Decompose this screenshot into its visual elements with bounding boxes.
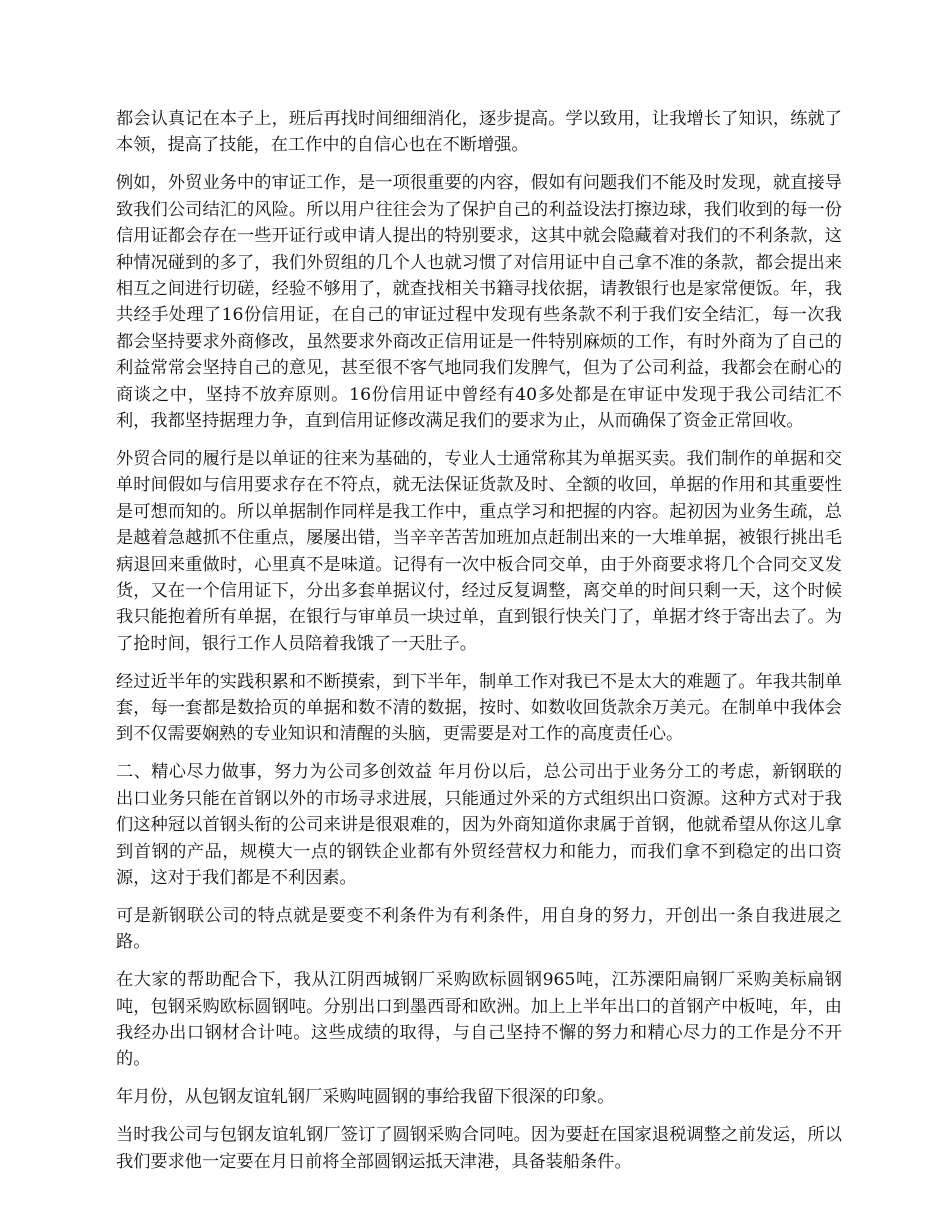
paragraph-4: 经过近半年的实践积累和不断摸索，到下半年，制单工作对我已不是太大的难题了。年我共制单套，每一套都是数拾页的单据和数不清的数据，按时、如数收回货款余万美元。在制单中我体会到不仅需要娴熟的专业知识和清醒的头脑，更需要是对工作的高度责任心。: [116, 671, 842, 745]
paragraph-2: 例如，外贸业务中的审证工作，是一项很重要的内容，假如有问题我们不能及时发现，就直接导致我们公司结汇的风险。所以用户往往会为了保护自己的利益设法打擦边球，我们收到的每一份信用证都会存在一些开证行或申请人提出的特别要求，这其中就会隐藏着对我们的不利条款，这种情况碰到的多了，我们外贸组的几个人也就习惯了对信用证中自己拿不准的条款，都会提出来相互之间进行切磋，经验不够用了，就查找相关书籍寻找依据，请教银行也是家常便饭。年，我共经手处理了16份信用证，在自己的审证过程中发现有些条款不利于我们安全结汇，每一次我都会坚持要求外商修改，虽然要求外商改正信用证是一件特别麻烦的工作，有时外商为了自己的利益常常会坚持自己的意见，甚至很不客气地同我们发脾气，但为了公司利益，我都会在耐心的商谈之中，坚持不放弃原则。16份信用证中曾经有40多处都是在审证中发现于我公司结汇不利，我都坚持据理力争，直到信用证修改满足我们的要求为止，从而确保了资金正常回收。: [116, 173, 842, 431]
paragraph-9: 当时我公司与包钢友谊轧钢厂签订了圆钢采购合同吨。因为要赶在国家退税调整之前发运，所以我们要求他一定要在月日前将全部圆钢运抵天津港，具备装船条件。: [116, 1125, 842, 1172]
paragraph-5: 二、精心尽力做事，努力为公司多创效益 年月份以后，总公司出于业务分工的考虑，新钢联的出口业务只能在首钢以外的市场寻求进展，只能通过外采的方式组织出口资源。这种方式对于我们这种冠以首钢头衔的公司来讲是很艰难的，因为外商知道你隶属于首钢，他就希望从你这儿拿到首钢的产品，规模大一点的钢铁企业都有外贸经营权力和能力，而我们拿不到稳定的出口资源，这对于我们都是不利因素。: [116, 762, 842, 888]
paragraph-1: 都会认真记在本子上，班后再找时间细细消化，逐步提高。学以致用，让我增长了知识，练就了本领，提高了技能，在工作中的自信心也在不断增强。: [116, 109, 842, 156]
paragraph-6: 可是新钢联公司的特点就是要变不利条件为有利条件，用自身的努力，开创出一条自我进展之路。: [116, 905, 842, 953]
paragraph-8: 年月份，从包钢友谊轧钢厂采购吨圆钢的事给我留下很深的印象。: [116, 1087, 615, 1108]
paragraph-7: 在大家的帮助配合下，我从江阴西城钢厂采购欧标圆钢965吨，江苏溧阳扁钢厂采购美标扁钢吨，包钢采购欧标圆钢吨。分别出口到墨西哥和欧洲。加上上半年出口的首钢产中板吨，年，由我经办出口钢材合计吨。这些成绩的取得，与自己坚持不懈的努力和精心尽力的工作是分不开的。: [116, 970, 842, 1070]
document-body: [116, 106, 842, 1187]
paragraph-3: 外贸合同的履行是以单证的往来为基础的，专业人士通常称其为单据买卖。我们制作的单据和交单时间假如与信用要求存在不符点，就无法保证货款及时、全额的收回，单据的作用和其重要性是可想而知的。所以单据制作同样是我工作中，重点学习和把握的内容。起初因为业务生疏，总是越着急越抓不住重点，屡屡出错，当辛辛苦苦加班加点赶制出来的一大堆单据，被银行挑出毛病退回来重做时，心里真不是味道。记得有一次中板合同交单，由于外商要求将几个合同交叉发货，又在一个信用证下，分出多套单据议付，经过反复调整，离交单的时间只剩一天，这个时候我只能抱着所有单据，在银行与审单员一块过单，直到银行快关门了，单据才终于寄出去了。为了抢时间，银行工作人员陪着我饿了一天肚子。: [116, 448, 842, 654]
